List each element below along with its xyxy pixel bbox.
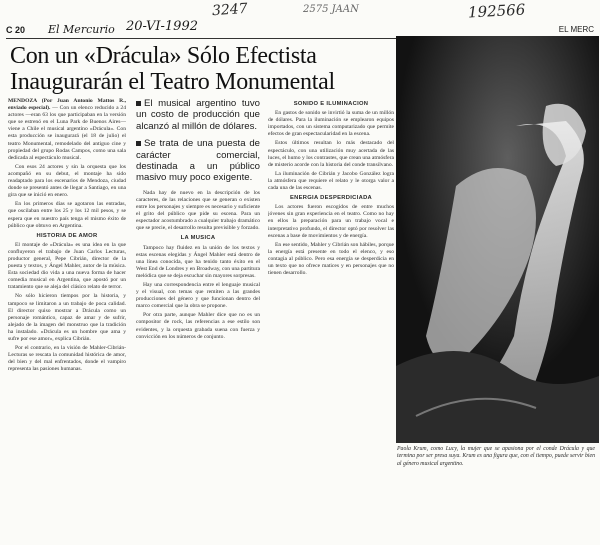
subheading: ENERGIA DESPERDICIADA [289, 195, 373, 202]
subheading: HISTORIA DE AMOR [36, 232, 98, 239]
section-mark: EL MERC [558, 25, 594, 34]
paragraph: Con esos 24 actores y sin la orquesta que los acompañó en su debut, el montaje ha sido readaptado para los escenarios de Mendoza, ciudad donde se presentó antes de llegar a Santiago, en una gira que se inició en enero. [8, 163, 126, 199]
article-column-1 [8, 98, 126, 538]
paragraph: Nada hay de nuevo en la descripción de los caracteres, de las relaciones que se generan o existen entre los personajes y siempre es necesario y suficiente el grito del público que pide su escena. Para un espectador acostumbrado a cualquier trabajo dramático que se precie, el desarrollo resulta previsible y forzado. [136, 189, 260, 232]
paragraph: No sólo hicieron tiempos por la historia, y tampoco se limitaron a un trabajo de poca calidad. El director quiso mostrar a Drácula como un personaje romántico, capaz de amar y de sufrir, alejado de la imagen del monstruo que la tradición ha instalado. «Drácula es un hombre que ama y sufre por ese amor», explica Cibrián. [8, 293, 126, 342]
bullet-icon [136, 141, 141, 146]
archive-stamp: 2575 JAAN [303, 4, 359, 15]
paragraph: MENDOZA (Por Juan Antonio Mattos R., enviado especial). — Con un elenco reducido a 24 actores —eran 63 los que participaban en la versión que se estrenó en el Luna Park de Buenos Aires— viene a Chile el musical argentino «Drácula». Con esta producción se inaugurará (el 18 de julio) el teatro Monumental, remodelado del antiguo cine y propiedad del grupo Rodas Campos, como una sala dedicada al espectáculo musical. [8, 98, 126, 161]
pull-quote-commercial: Se trata de una puesta de carácter comercial, destinada a un público masivo muy poco exigente. [136, 138, 260, 184]
paragraph: Hay una correspondencia entre el lenguaje musical y el visual, con temas que remiten a las grandes producciones del género y que funcionan dentro del marco comercial que la obra se propone. [136, 281, 260, 310]
article-column-3 [268, 98, 394, 538]
paragraph: En los primeros días se agotaron las entradas, que oscilaban entre los 25 y los 12 mil pesos, y se espera que en nuestro país tenga el mismo éxito de público que obtuvo en Argentina. [8, 201, 126, 229]
page-number: C 20 [6, 25, 26, 35]
subheading: SONIDO E ILUMINACION [293, 101, 369, 107]
bullet-icon [136, 101, 141, 106]
performer-photo [396, 36, 599, 443]
paragraph: Los actores fueron escogidos de entre muchos jóvenes sin gran experiencia en el teatro. Como no hay en ellos la preparación para un trabajo vocal e interpretativo profundo, el director optó por resolver las escenas a base de movimientos y de energía. [268, 204, 394, 239]
paragraph: En ese sentido, Mahler y Cibrián son hábiles, porque la energía está presente en todo el elenco, y eso contagia al público. Pero esa energía se desperdicia en un texto que no ofrece matices y en personajes que no tienen desarrollo. [268, 241, 394, 277]
newspaper-name: El Mercurio [48, 23, 115, 36]
paragraph: Tampoco hay fluidez en la unión de los textos y estas escenas elegidas y Ángel Mahler está dentro de una línea conocida, que ha tenido tanto éxito en el West End de Londres y en Broadway, con una partitura melódica que se deja escuchar sin mayores sorpresas. [136, 244, 260, 279]
headline [10, 43, 430, 95]
subheading: LA MUSICA [180, 235, 216, 242]
photo-illustration [396, 36, 599, 443]
pull-quote-cost: El musical argentino tuvo un costo de producción que alcanzó al millón de dólares. [136, 98, 260, 132]
paragraph: Estos últimos resultan lo más destacado del espectáculo, con una utilización muy acertada de las luces, el humo y los contrastes, que crean una atmósfera de misterio acorde con la historia del conde transilvano. [268, 140, 394, 168]
paragraph: El montaje de «Drácula» es una idea en la que confluyeron el trabajo de Juan Carlos Lecturas, productor general, Pepe Cibrián, director de la puesta y textos, y Ángel Mahler, autor de la música. Esta sociedad dio vida a una nueva forma de hacer comedia musical en Argentina, que apostó por un tratamiento que se aleja del clásico relato de terror. [8, 241, 126, 291]
paragraph: La iluminación de Cibrián y Jacobo González logra la atmósfera que requiere el relato y le otorga valor a cada una de las escenas. [268, 170, 394, 192]
paragraph: Por el contrario, en la visión de Mahler-Cibrián-Lecturas se rescata la comunidad histórica de amor, del bien y del mal enfrentados, donde el vampiro representa las pasiones humanas. [8, 345, 126, 373]
paragraph: En gastos de sonido se invirtió la suma de un millón de dólares. Para la iluminación se emplearon equipos importados, con un sistema computarizado que permite efectos de gran espectacularidad en la escena. [268, 110, 394, 138]
handwritten-id: 192566 [467, 0, 526, 22]
paragraph: Por otra parte, aunque Mahler dice que no es un compositor de rock, las referencias a ese estilo son evidentes, y la orquesta grabada suena con fuerza y convicción en los números de conjunto. [136, 312, 260, 340]
handwritten-number: 3247 [211, 0, 249, 20]
byline: MENDOZA (Por Juan Antonio Mattos R., enviado especial). [8, 98, 126, 112]
article-column-2 [136, 98, 260, 538]
handwritten-date: 20-VI-1992 [126, 19, 198, 34]
headline-line-2: Inaugurarán el Teatro Monumental [10, 69, 335, 95]
headline-line-1: Con un «Drácula» Sólo Efectista [10, 43, 317, 69]
photo-caption: Paola Krum, como Lucy, la mujer que se apasiona por el conde Drácula y que termina por ser presa suya. Krum es una figura que, con el tiempo, puede servir bien al género musical argentino. [397, 446, 595, 467]
